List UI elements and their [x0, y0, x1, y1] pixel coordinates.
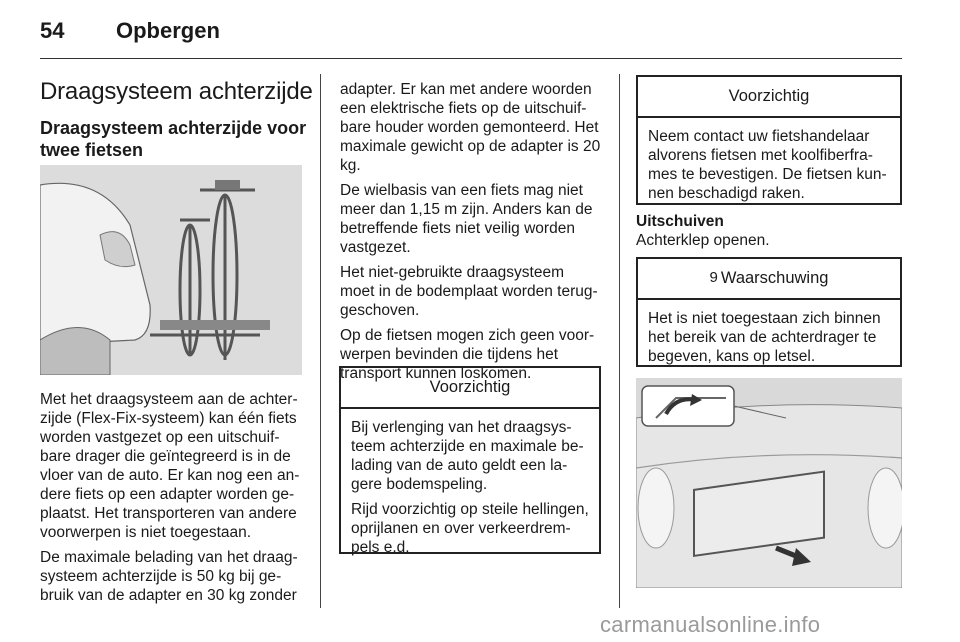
warning-title-text: Waarschuwing — [720, 269, 829, 287]
bike-carrier-illustration — [40, 165, 302, 375]
page-number: 54 — [40, 18, 65, 43]
column-divider — [320, 74, 321, 608]
body-paragraph: De wielbasis van een fiets mag niet meer dan 1,15 m zijn. Anders kan de betreffende fiets niet veilig worden vastgezet. — [340, 182, 593, 256]
column-divider — [619, 74, 620, 608]
body-paragraph: Het niet-gebruikte draagsysteem moet in de bodemplaat worden teruggeschoven. — [340, 264, 598, 319]
extend-section — [636, 212, 902, 256]
sub-heading: Draagsysteem achterzijde voor twee fietsen — [40, 118, 307, 160]
tailgate-drawing — [636, 378, 902, 588]
caution-text: Bij verlenging van het draagsysteem achterzijde en maximale belading van de auto geldt een lagere bodemspeling. — [351, 419, 584, 493]
warning-icon: 9 — [709, 269, 718, 286]
tailgate-illustration — [636, 378, 902, 588]
column-1-text — [40, 390, 305, 611]
warning-body — [638, 300, 900, 378]
watermark: carmanualsonline.info — [600, 612, 821, 637]
caution-box — [636, 75, 902, 205]
page-heading: Draagsysteem achterzijde — [40, 78, 313, 105]
caution-title: Voorzichtig — [341, 368, 599, 409]
warning-box — [636, 257, 902, 367]
caution-body — [341, 409, 599, 569]
caution-box — [339, 366, 601, 554]
sub-section-heading: Uitschuiven — [636, 213, 724, 230]
column-2-text — [340, 80, 602, 389]
header-rule — [40, 58, 902, 59]
body-paragraph: Op de fietsen mogen zich geen voorwerpen bevinden die tijdens het transport kunnen loskomen. — [340, 327, 595, 382]
caution-title: Voorzichtig — [638, 77, 900, 118]
caution-text: Rijd voorzichtig op steile hellingen, oprijlanen en over verkeerdrempels e.d. — [351, 501, 589, 556]
warning-text: Het is niet toegestaan zich binnen het bereik van de achterdrager te begeven, kans op letsel. — [648, 310, 881, 365]
caution-body — [638, 118, 900, 215]
bike-carrier-drawing — [40, 165, 302, 375]
body-paragraph: Met het draagsysteem aan de achterzijde (Flex-Fix-systeem) kan één fiets worden vastgezet op een uitschuifbare drager die geïntegreerd is in de vloer van de auto. Er kan nog een andere fiets op een adapter worden geplaatst. Het transporteren van andere voorwerpen is niet toegestaan. — [40, 391, 300, 541]
body-paragraph: adapter. Er kan met andere woorden een elektrische fiets op de uitschuifbare houder worden gemonteerd. Het maximale gewicht op de adapter is 20 kg. — [340, 81, 601, 174]
body-paragraph: De maximale belading van het draagsysteem achterzijde is 50 kg bij gebruik van de adapter en 30 kg zonder — [40, 549, 298, 604]
section-title: Opbergen — [116, 18, 220, 43]
caution-text: Neem contact uw fietshandelaar alvorens fietsen met koolfiberframes te bevestigen. De fietsen kunnen beschadigd raken. — [648, 128, 887, 202]
warning-title — [638, 259, 900, 300]
sub-section-text: Achterklep openen. — [636, 232, 770, 249]
